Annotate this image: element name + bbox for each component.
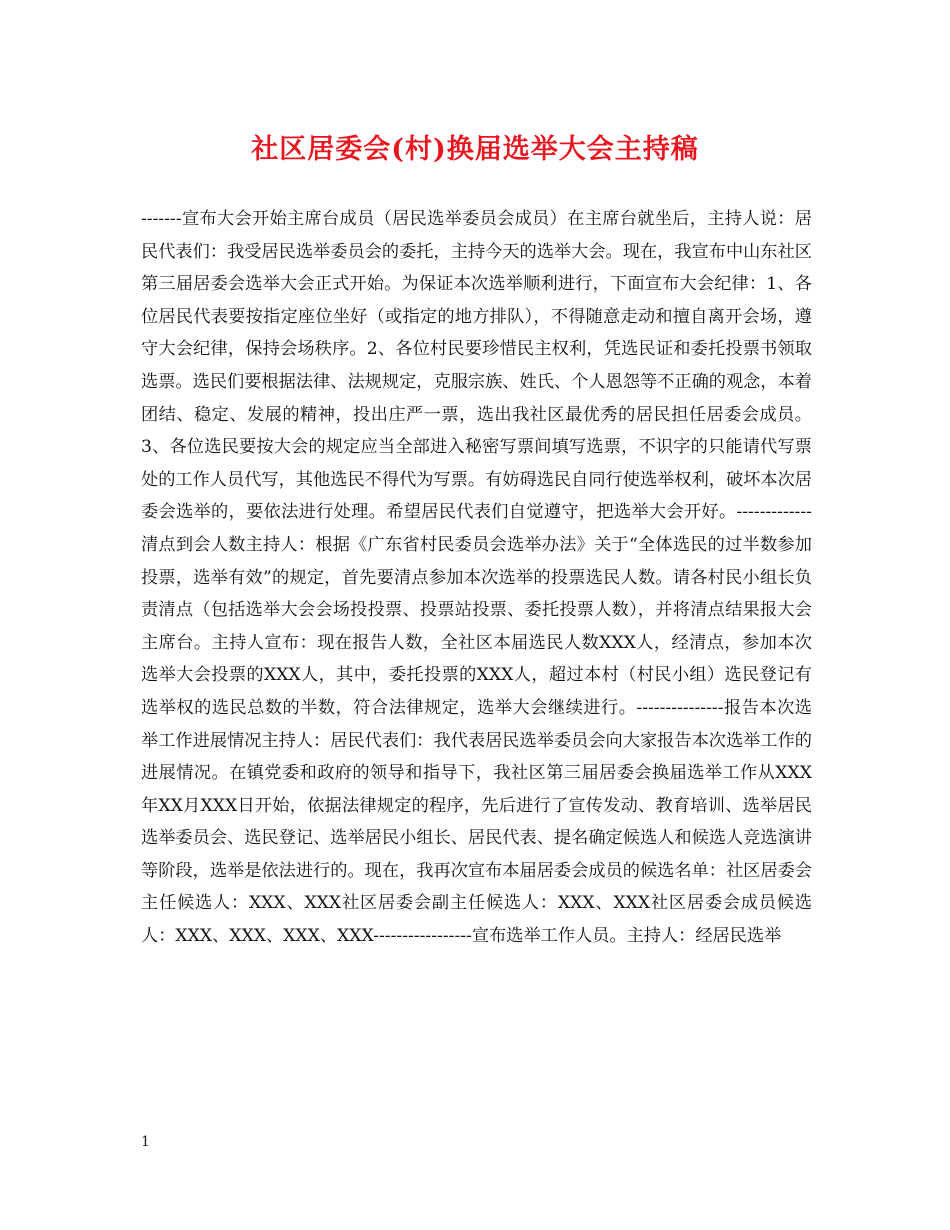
document-body: -------宣布大会开始主席台成员（居民选举委员会成员）在主席台就坐后，主持人说：居民代表们：我受居民选举委员会的委托，主持今天的选举大会。现在，我宣布中山东社区第三届居委会选举大会正式开始。为保证本次选举顺利进行，下面宣布大会纪律：1、各位居民代表要按指定座位坐好（或指定的地方排队），不得随意走动和擅自离开会场，遵守大会纪律，保持会场秩序。2、各位村民要珍惜民主权利，凭选民证和委托投票书领取选票。选民们要根据法律、法规规定，克服宗族、姓氏、个人恩怨等不正确的观念，本着团结、稳定、发展的精神，投出庄严一票，选出我社区最优秀的居民担任居委会成员。3、各位选民要按大会的规定应当全部进入秘密写票间填写选票，不识字的只能请代写票处的工作人员代写，其他选民不得代为写票。有妨碍选民自同行使选举权利，破坏本次居委会选举的，要依法进行处理。希望居民代表们自觉遵守，把选举大会开好。-------------清点到会人数主持人：根据《广东省村民委员会选举办法》关于“全体选民的过半数参加投票，选举有效”的规定，首先要清点参加本次选举的投票选民人数。请各村民小组长负责清点（包括选举大会会场投投票、投票站投票、委托投票人数），并将清点结果报大会主席台。主持人宣布：现在报告人数，全社区本届选民人数XXX人，经清点，参加本次选举大会投票的XXX人，其中，委托投票的XXX人，超过本村（村民小组）选民登记有选举权的选民总数的半数，符合法律规定，选举大会继续进行。---------------报告本次选举工作进展情况主持人：居民代表们：我代表居民选举委员会向大家报告本次选举工作的进展情况。在镇党委和政府的领导和指导下，我社区第三届居委会换届选举工作从XXX年XX月XXX日开始，依据法律规定的程序，先后进行了宣传发动、教育培训、选举居民选举委员会、选民登记、选举居民小组长、居民代表、提名确定候选人和候选人竞选演讲等阶段，选举是依法进行的。现在，我再次宣布本届居委会成员的候选名单：社区居委会主任候选人：XXX、XXX社区居委会副主任候选人：XXX、XXX社区居委会成员候选人：XXX、XXX、XXX、XXX-----------------宣布选举工作人员。主持人：经居民选举: [141, 209, 812, 947]
document-title: 社区居委会(村)换届选举大会主持稿: [251, 134, 699, 165]
page-number: 1: [141, 1134, 150, 1150]
